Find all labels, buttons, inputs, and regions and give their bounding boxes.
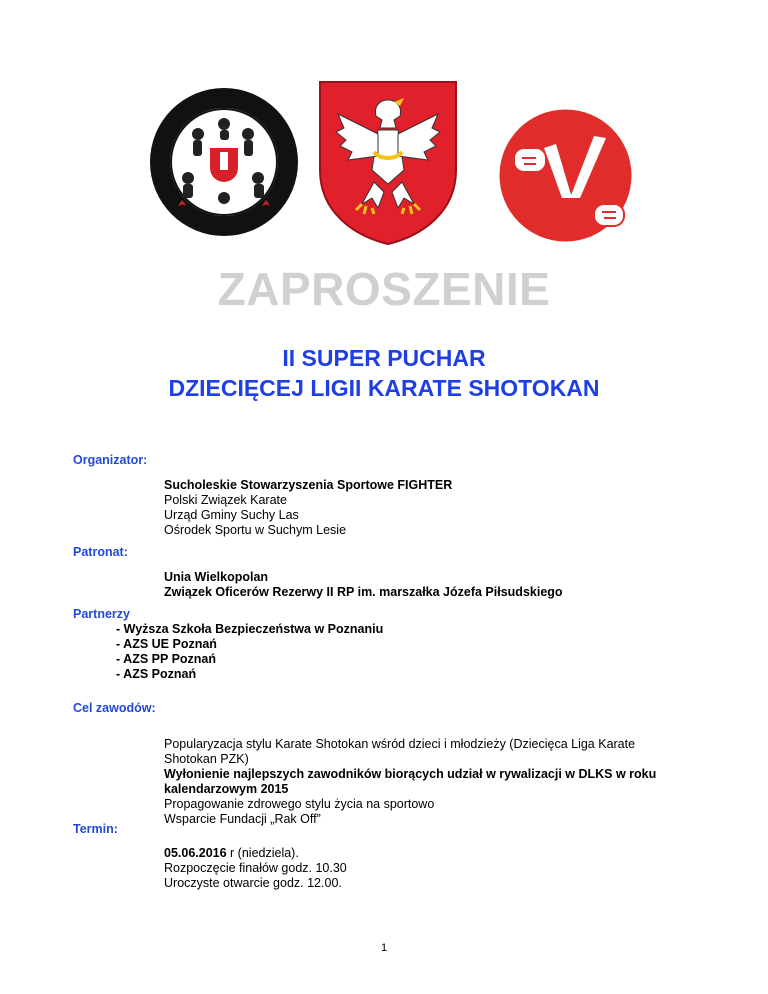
- goals-heading: Cel zawodów:: [73, 701, 156, 715]
- logos-row: [0, 70, 768, 240]
- partner-item: - AZS UE Poznań: [116, 637, 217, 651]
- opening-time: Uroczyste otwarcie godz. 12.00.: [164, 876, 342, 890]
- event-title-line1: II SUPER PUCHAR: [282, 345, 486, 371]
- event-day: r (niedziela).: [226, 846, 299, 860]
- organizer-heading: Organizator:: [73, 453, 148, 467]
- partner-item: - AZS PP Poznań: [116, 652, 217, 666]
- goals-list: [164, 737, 704, 827]
- date-heading: Termin:: [73, 822, 118, 836]
- page-number: 1: [380, 942, 388, 954]
- patronage-item: Związek Oficerów Rezerwy II RP im. marszałka Józefa Piłsudskiego: [164, 585, 563, 599]
- goal-text: Wyłonienie najlepszych zawodników biorących udział w rywalizacji w DLKS w roku: [164, 767, 657, 781]
- organizer-item: Urząd Gminy Suchy Las: [164, 508, 299, 522]
- event-title-line2: DZIECIĘCEJ LIGII KARATE SHOTOKAN: [168, 375, 600, 401]
- event-date: 05.06.2016: [164, 846, 227, 860]
- organizer-list: [164, 478, 704, 538]
- organizer-item: Ośrodek Sportu w Suchym Lesie: [164, 523, 347, 537]
- event-title: [0, 343, 768, 403]
- patronage-list: [164, 570, 704, 600]
- goal-text: Wsparcie Fundacji „Rak Off”: [164, 812, 321, 826]
- date-line: [164, 846, 704, 861]
- organizer-item: Polski Związek Karate: [164, 493, 287, 507]
- goal-text: Propagowanie zdrowego stylu życia na sportowo: [164, 797, 435, 811]
- fighter-club-logo: [148, 86, 300, 238]
- rak-off-logo: [498, 108, 633, 243]
- eagle-coat-of-arms: [316, 78, 460, 248]
- date-details: [164, 846, 704, 891]
- goal-text: kalendarzowym 2015: [164, 782, 289, 796]
- organizer-item: Sucholeskie Stowarzyszenia Sportowe FIGHTER: [164, 478, 453, 492]
- finals-start: Rozpoczęcie finałów godz. 10.30: [164, 861, 347, 875]
- page-title: ZAPROSZENIE: [217, 263, 551, 315]
- goal-text: Popularyzacja stylu Karate Shotokan wśród dzieci i młodzieży (Dziecięca Liga Karate: [164, 737, 636, 751]
- partner-item: - Wyższa Szkoła Bezpieczeństwa w Poznaniu: [116, 622, 384, 636]
- patronage-item: Unia Wielkopolan: [164, 570, 269, 584]
- partners-heading: Partnerzy: [73, 607, 130, 621]
- partner-item: - AZS Poznań: [116, 667, 197, 681]
- partners-list: [116, 622, 383, 682]
- patronage-heading: Patronat:: [73, 545, 128, 559]
- goal-text: Shotokan PZK): [164, 752, 249, 766]
